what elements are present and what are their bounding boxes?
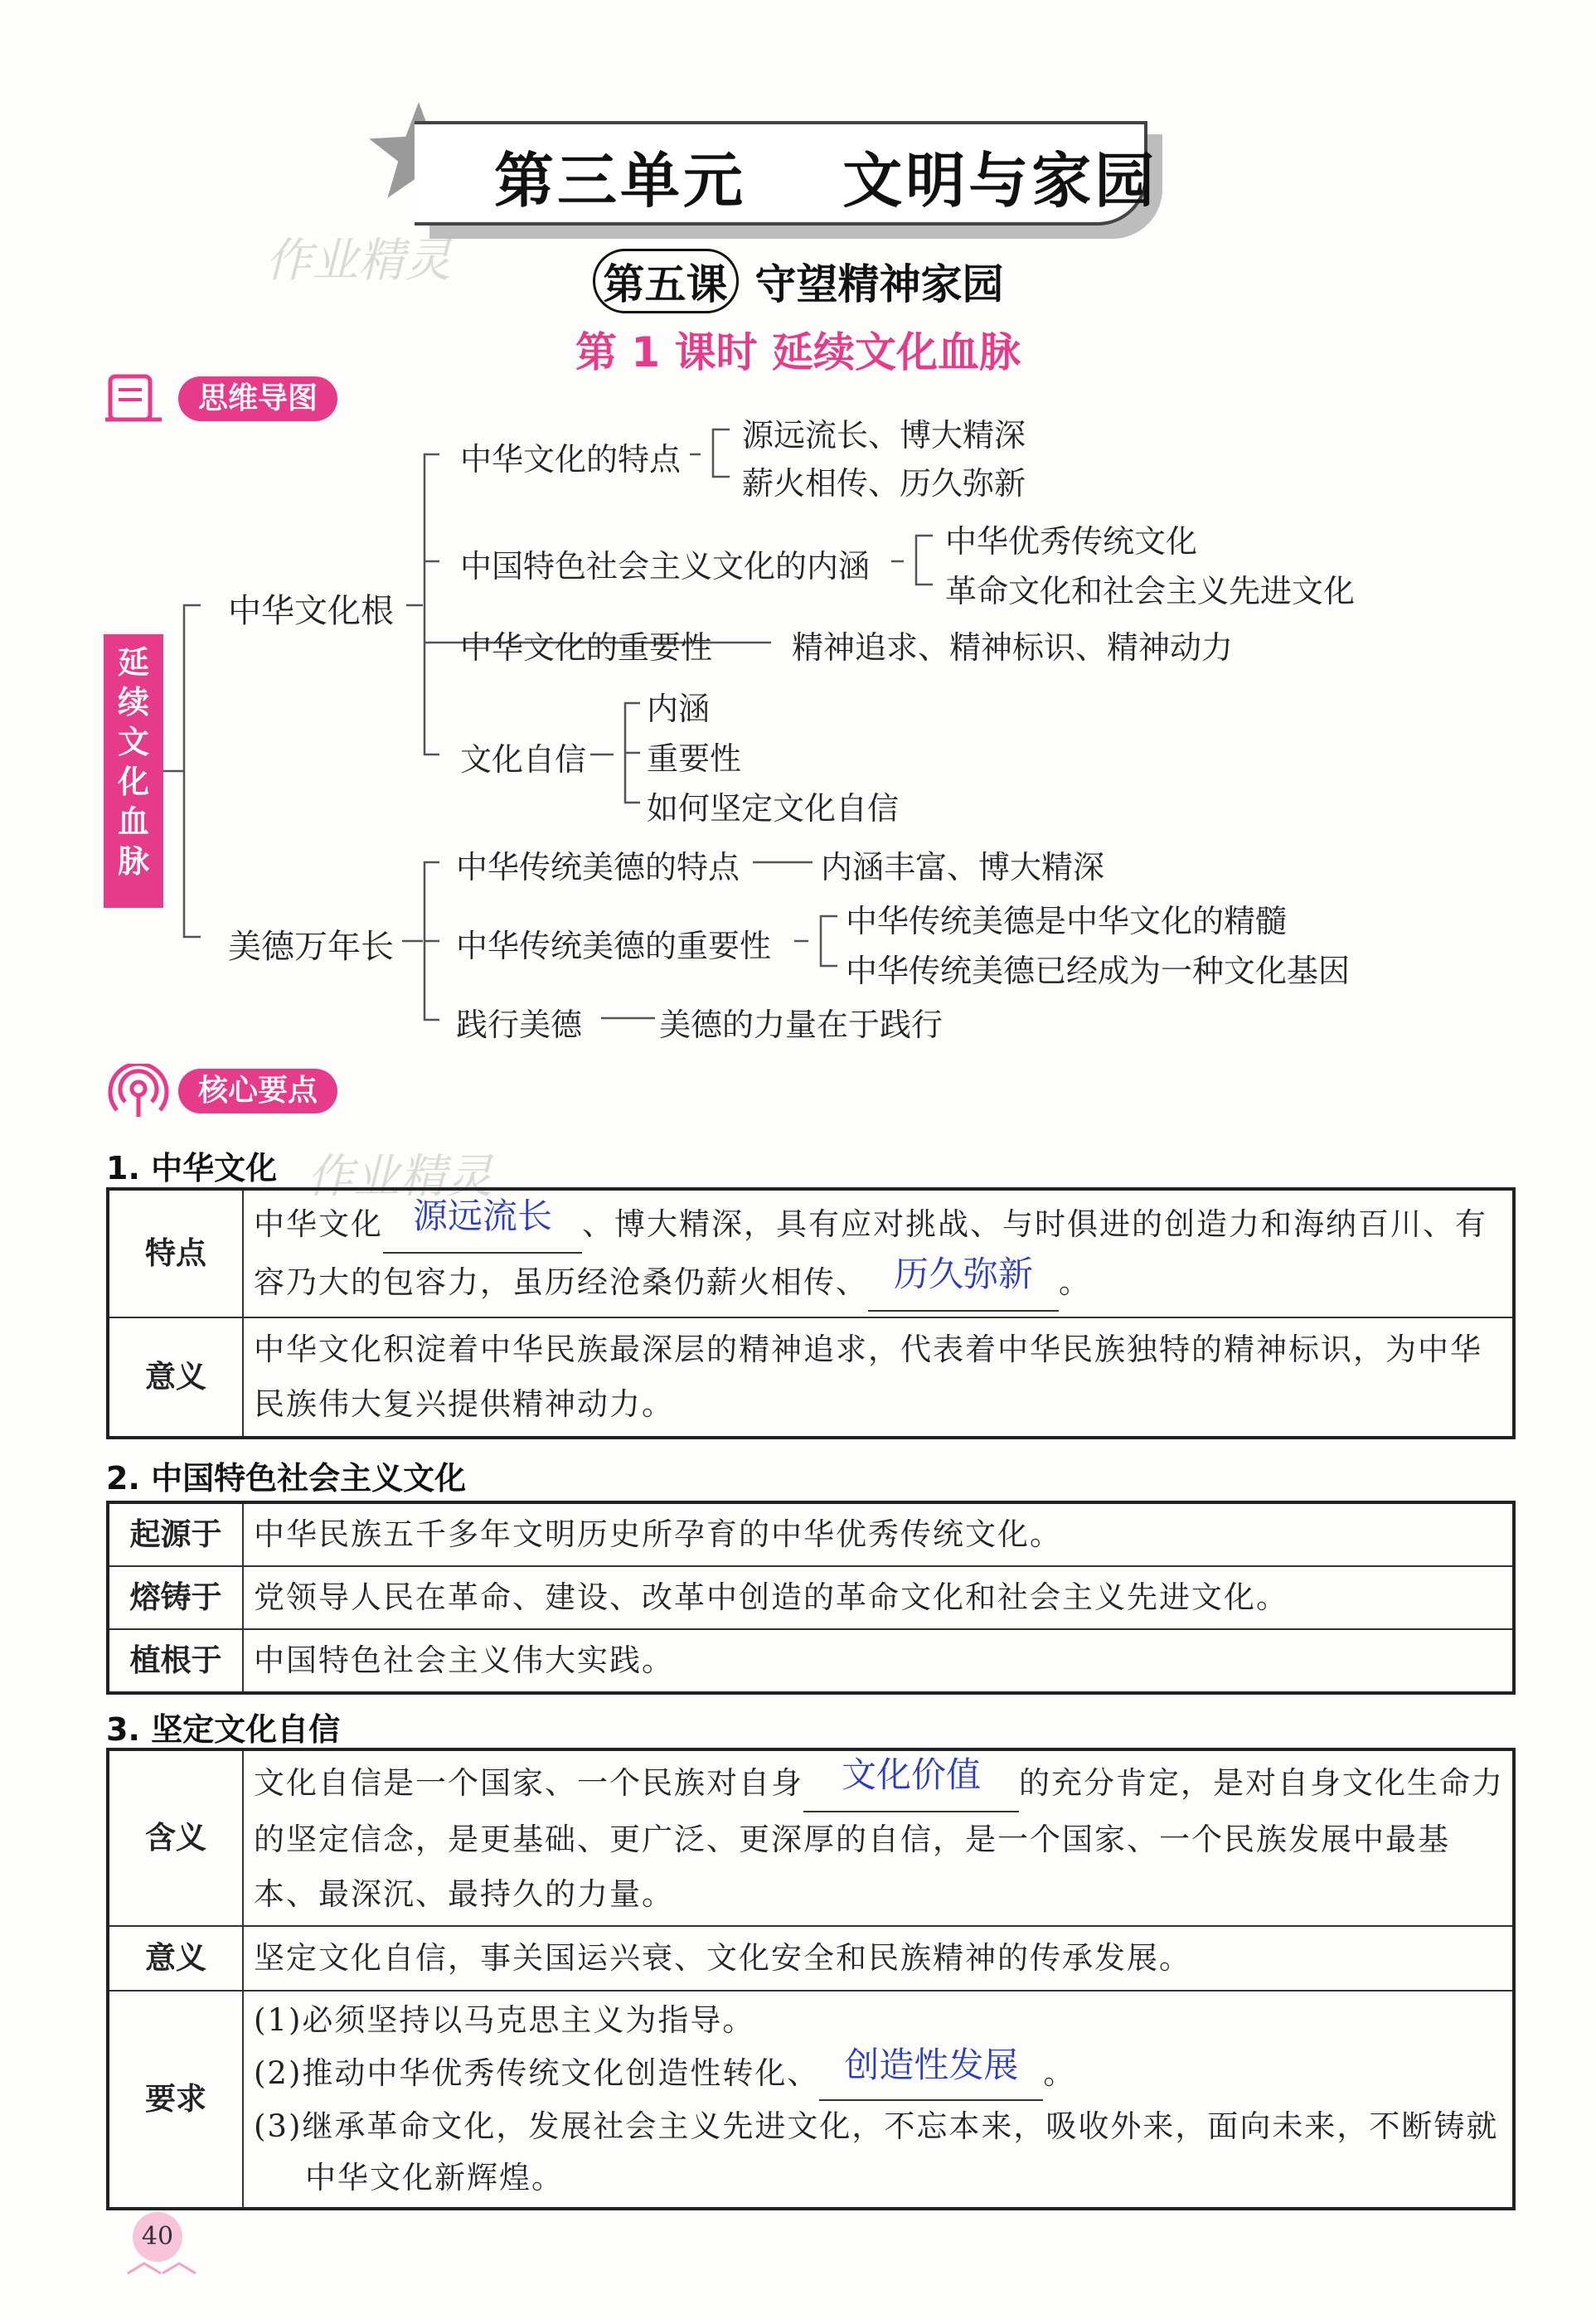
row-content: 中华文化积淀着中华民族最深层的精神追求，代表着中华民族独特的精神标识，为中华民族伟大复兴提供精神动力。 bbox=[243, 1317, 1514, 1438]
node-label: 中华传统美德的特点 bbox=[456, 849, 740, 885]
socialist-culture-table bbox=[106, 1501, 1516, 1695]
text: 。 bbox=[1043, 2055, 1076, 2091]
lesson-title: 守望精神家园 bbox=[754, 260, 1004, 308]
root-char: 脉 bbox=[117, 843, 149, 880]
leaf-label: 中华传统美德已经成为一种文化基因 bbox=[846, 953, 1351, 989]
row-content: 党领导人民在革命、建设、改革中创造的革命文化和社会主义先进文化。 bbox=[243, 1566, 1514, 1629]
table-row bbox=[108, 1502, 1514, 1566]
table-row bbox=[108, 1629, 1514, 1693]
row-content: 坚定文化自信，事关国运兴衰、文化安全和民族精神的传承发展。 bbox=[243, 1926, 1514, 1991]
row-head: 熔铸于 bbox=[108, 1566, 243, 1629]
table-row bbox=[108, 1189, 1514, 1317]
table-row bbox=[108, 1926, 1514, 1991]
root-char: 化 bbox=[117, 764, 149, 800]
row-head: 特点 bbox=[108, 1189, 243, 1317]
mindmap-root bbox=[104, 634, 163, 908]
node-label: 中国特色社会主义文化的内涵 bbox=[460, 548, 871, 585]
root-char: 延 bbox=[117, 644, 149, 681]
answer-blank bbox=[819, 2046, 1043, 2101]
branch-label: 中华文化根 bbox=[228, 592, 394, 630]
page-number bbox=[124, 2212, 191, 2278]
answer-text: 历久弥新 bbox=[893, 1254, 1033, 1294]
node-label: 中华文化的特点 bbox=[460, 441, 682, 478]
row-content bbox=[243, 1749, 1514, 1926]
row-content bbox=[243, 1991, 1514, 2209]
mindmap-badge-label: 思维导图 bbox=[178, 376, 337, 421]
section-title: 1. 中华文化 bbox=[106, 1150, 278, 1186]
text: 。 bbox=[1059, 1264, 1091, 1300]
answer-blank bbox=[383, 1196, 582, 1254]
row-head: 含义 bbox=[108, 1749, 243, 1926]
row-head: 要求 bbox=[108, 1991, 243, 2209]
table-row bbox=[108, 1566, 1514, 1629]
root-char: 文 bbox=[117, 724, 149, 760]
leaf-label: 中华优秀传统文化 bbox=[945, 523, 1198, 560]
chevron-decoration-icon bbox=[124, 2255, 199, 2280]
text: 、博大精深，具有应对挑战、与时俱进的创造力和海纳百川、有容乃大的包容力，虽历经沧桑仍薪火相传、 bbox=[254, 1206, 1487, 1300]
text: 文化自信是一个国家、一个民族对自身 bbox=[254, 1765, 803, 1801]
leaf-label: 内涵 bbox=[647, 691, 711, 727]
leaf-label: 如何坚定文化自信 bbox=[647, 790, 900, 827]
node-label: 文化自信 bbox=[460, 741, 587, 778]
row-head: 起源于 bbox=[108, 1502, 243, 1566]
row-content: 中国特色社会主义伟大实践。 bbox=[243, 1629, 1514, 1693]
row-head: 植根于 bbox=[108, 1629, 243, 1693]
core-badge-label: 核心要点 bbox=[178, 1069, 337, 1113]
answer-text: 文化价值 bbox=[841, 1754, 981, 1795]
requirement-item: (3)继承革命文化，发展社会主义先进文化，不忘本来，吸收外来，面向未来，不断铸就中华文化新辉煌。 bbox=[254, 2108, 1499, 2195]
leaf-label: 源远流长、博大精深 bbox=[742, 417, 1026, 454]
node-label: 践行美德 bbox=[456, 1007, 583, 1043]
answer-text: 创造性发展 bbox=[844, 2045, 1019, 2085]
requirement-item bbox=[254, 2046, 1504, 2101]
root-char: 血 bbox=[117, 803, 149, 840]
leaf-label: 革命文化和社会主义先进文化 bbox=[945, 573, 1356, 609]
node-label: 中华文化的重要性 bbox=[460, 629, 713, 666]
period-title: 第 1 课时 延续文化血脉 bbox=[575, 328, 1021, 376]
leaf-label: 中华传统美德是中华文化的精髓 bbox=[846, 903, 1288, 939]
table-row bbox=[108, 1749, 1514, 1926]
text: (2)推动中华优秀传统文化创造性转化、 bbox=[254, 2055, 820, 2091]
answer-blank bbox=[868, 1254, 1059, 1312]
row-head: 意义 bbox=[108, 1926, 243, 1991]
answer-blank bbox=[803, 1754, 1019, 1812]
unit-title: 第三单元 文明与家园 bbox=[494, 145, 1158, 216]
leaf-label: 美德的力量在于践行 bbox=[659, 1007, 944, 1043]
table-row bbox=[108, 1991, 1514, 2209]
lesson-number: 第五课 bbox=[593, 249, 739, 313]
confidence-table bbox=[106, 1748, 1516, 2210]
mindmap-lines bbox=[0, 0, 1596, 1078]
text: 的充分肯定，是对自身文化生命力的坚定信念，是更基础、更广泛、更深厚的自信，是一个国家、一个民族发展中最基本、最深沉、最持久的力量。 bbox=[254, 1765, 1504, 1912]
answer-text: 源远流长 bbox=[412, 1196, 552, 1236]
text: 中华文化 bbox=[254, 1206, 383, 1242]
section-title: 2. 中国特色社会主义文化 bbox=[106, 1460, 467, 1497]
watermark: 作业精灵 bbox=[307, 1150, 492, 1204]
section-title: 3. 坚定文化自信 bbox=[106, 1711, 341, 1748]
row-content: 中华民族五千多年文明历史所孕育的中华优秀传统文化。 bbox=[243, 1502, 1514, 1566]
leaf-label: 精神追求、精神标识、精神动力 bbox=[792, 629, 1234, 666]
node-label: 中华传统美德的重要性 bbox=[456, 928, 772, 964]
row-content bbox=[243, 1189, 1514, 1317]
leaf-label: 内涵丰富、博大精深 bbox=[821, 849, 1105, 885]
requirement-item: (1)必须坚持以马克思主义为指导。 bbox=[254, 2002, 755, 2038]
row-head: 意义 bbox=[108, 1317, 243, 1438]
root-char: 续 bbox=[117, 684, 149, 720]
branch-label: 美德万年长 bbox=[228, 928, 394, 966]
page-number-text: 40 bbox=[133, 2212, 182, 2262]
leaf-label: 薪火相传、历久弥新 bbox=[742, 465, 1026, 502]
watermark: 作业精灵 bbox=[265, 234, 451, 288]
broadcast-icon bbox=[104, 1064, 173, 1118]
leaf-label: 重要性 bbox=[647, 740, 742, 777]
table-row bbox=[108, 1317, 1514, 1438]
culture-table bbox=[106, 1187, 1516, 1439]
